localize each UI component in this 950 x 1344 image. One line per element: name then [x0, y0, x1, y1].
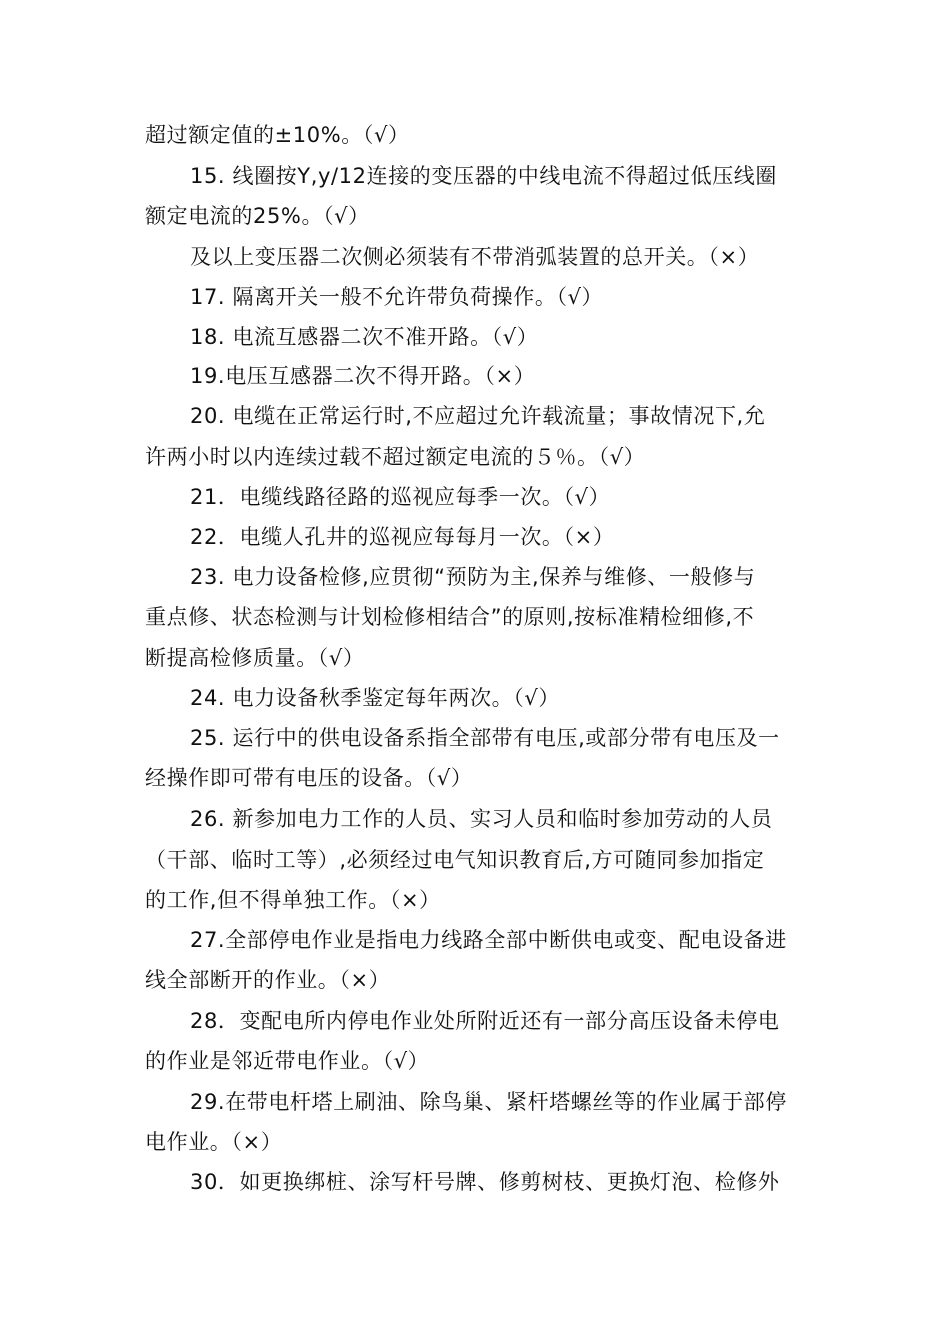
question-27: 27.全部停电作业是指电力线路全部中断供电或变、配电设备进 — [190, 928, 787, 952]
question-29: 29.在带电杆塔上刷油、除鸟巢、紧杆塔螺丝等的作业属于部停 — [190, 1090, 787, 1114]
text-line: 电作业。（×） — [145, 1130, 283, 1154]
text-line: 线全部断开的作业。（×） — [145, 968, 391, 992]
question-22: 22．电缆人孔井的巡视应每每月一次。（×） — [190, 525, 615, 549]
text-line: 及以上变压器二次侧必须装有不带消弧装置的总开关。（×） — [190, 245, 760, 269]
text-line: 超过额定值的±10%。（√） — [145, 123, 410, 147]
question-19: 19.电压互感器二次不得开路。（×） — [190, 364, 536, 388]
question-26: 26. 新参加电力工作的人员、实习人员和临时参加劳动的人员 — [190, 807, 773, 831]
text-line: 的作业是邻近带电作业。（√） — [145, 1049, 430, 1073]
question-23: 23. 电力设备检修,应贯彻“预防为主,保养与维修、一般修与 — [190, 565, 756, 589]
question-21: 21．电缆线路径路的巡视应每季一次。（√） — [190, 485, 611, 509]
text-line: 重点修、状态检测与计划检修相结合”的原则,按标准精检细修,不 — [145, 605, 755, 629]
text-line: （干部、临时工等）,必须经过电气知识教育后,方可随同参加指定 — [145, 848, 765, 872]
question-25: 25. 运行中的供电设备系指全部带有电压,或部分带有电压及一 — [190, 726, 780, 750]
text-line: 断提高检修质量。（√） — [145, 646, 365, 670]
text-line: 的工作,但不得单独工作。（×） — [145, 888, 441, 912]
text-line: 额定电流的25%。（√） — [145, 204, 370, 228]
question-30: 30．如更换绑桩、涂写杆号牌、修剪树枝、更换灯泡、检修外 — [190, 1170, 780, 1194]
text-line: 经操作即可带有电压的设备。（√） — [145, 766, 473, 790]
question-17: 17. 隔离开关一般不允许带负荷操作。（√） — [190, 285, 604, 309]
question-15: 15. 线圈按Y,y/12连接的变压器的中线电流不得超过低压线圈 — [190, 164, 777, 188]
question-28: 28．变配电所内停电作业处所附近还有一部分高压设备未停电 — [190, 1009, 780, 1033]
question-20: 20. 电缆在正常运行时,不应超过允许载流量；事故情况下,允 — [190, 404, 766, 428]
question-24: 24. 电力设备秋季鉴定每年两次。（√） — [190, 686, 560, 710]
text-line: 许两小时以内连续过载不超过额定电流的５％。（√） — [145, 445, 646, 469]
question-18: 18. 电流互感器二次不准开路。（√） — [190, 325, 539, 349]
